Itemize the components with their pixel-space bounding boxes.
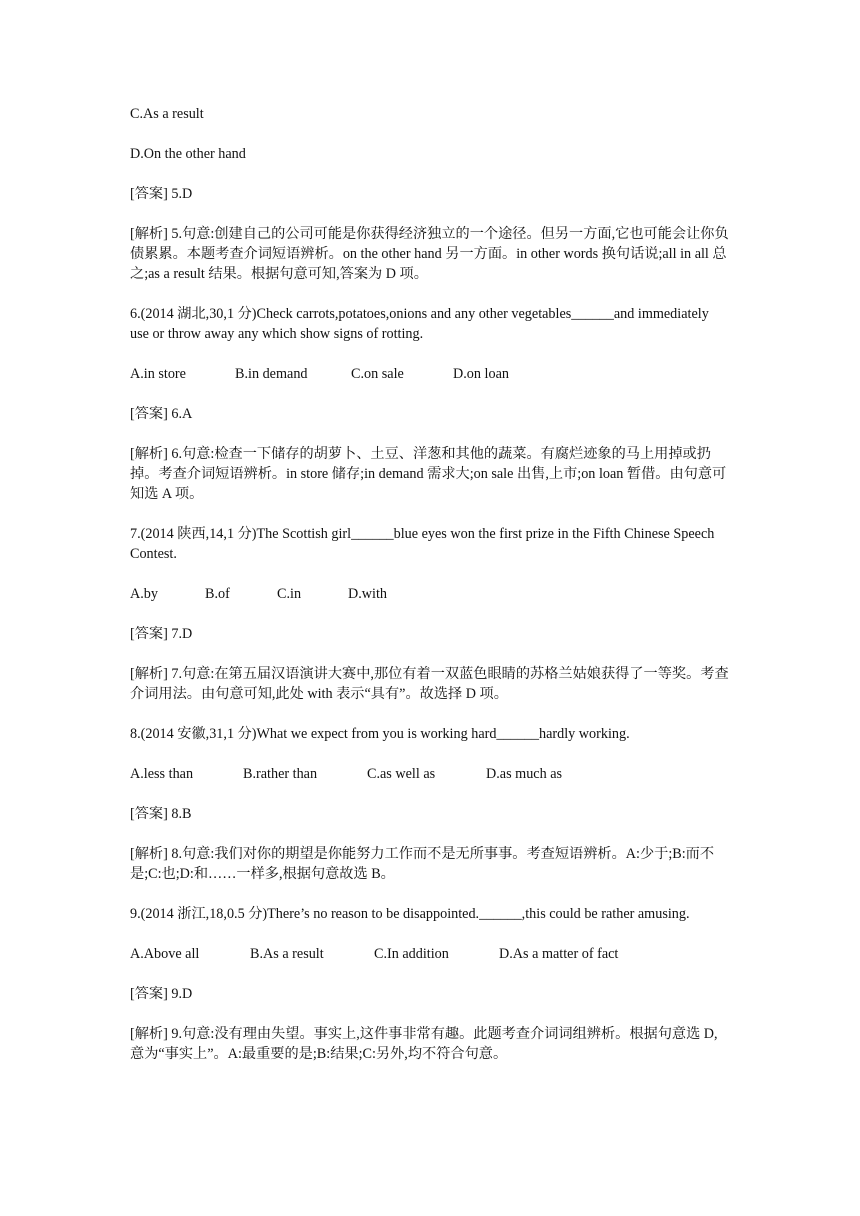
option-a: A.less than — [130, 766, 194, 782]
option-d: D.As a matter of fact — [499, 946, 619, 962]
explanation-6: [解析] 6.句意:检查一下储存的胡萝卜、土豆、洋葱和其他的蔬菜。有腐烂迹象的马上用掉或扔掉。考查介词短语辨析。in store 储存;in demand 需求大;on sale 出售,上市;on loan 暂借。由句意可知选 A 项。 — [130, 446, 727, 502]
option-c: C.on sale — [351, 366, 404, 382]
option-d: D.as much as — [486, 766, 563, 782]
explanation-8: [解析] 8.句意:我们对你的期望是你能努力工作而不是无所事事。考查短语辨析。A:少于;B:而不是;C:也;D:和……一样多,根据句意故选 B。 — [130, 846, 715, 882]
explanation-5: [解析] 5.句意:创建自己的公司可能是你获得经济独立的一个途径。但另一方面,它也可能会让你负债累累。本题考查介词短语辨析。on the other hand 另一方面。in other words 换句话说;all in all 总之;as a result 结果。根据句意可知,答案为 D 项。 — [130, 226, 729, 282]
option-b: B.rather than — [243, 766, 318, 782]
answer-9: [答案] 9.D — [130, 986, 193, 1002]
option-c: C.in — [277, 586, 302, 602]
question-8-options — [130, 764, 730, 784]
option-c: C.as well as — [367, 766, 436, 782]
option-b: B.of — [205, 586, 230, 602]
answer-8: [答案] 8.B — [130, 806, 192, 822]
option-b: B.in demand — [235, 366, 308, 382]
question-7-options — [130, 584, 730, 604]
question-9-options — [130, 944, 730, 964]
document-page — [130, 104, 730, 1064]
option-b: B.As a result — [250, 946, 324, 962]
question-8: 8.(2014 安徽,31,1 分)What we expect from you is working hard______hardly working. — [130, 726, 630, 742]
answer-5: [答案] 5.D — [130, 186, 193, 202]
option-d-line: D.On the other hand — [130, 146, 246, 162]
option-c: C.In addition — [374, 946, 449, 962]
question-9: 9.(2014 浙江,18,0.5 分)There’s no reason to be disappointed.______,this could be rather amusing. — [130, 906, 690, 922]
option-a: A.in store — [130, 366, 186, 382]
option-c-line: C.As a result — [130, 106, 204, 122]
answer-7: [答案] 7.D — [130, 626, 193, 642]
option-a: A.Above all — [130, 946, 200, 962]
question-6-options — [130, 364, 730, 384]
option-a: A.by — [130, 586, 158, 602]
question-7: 7.(2014 陕西,14,1 分)The Scottish girl______blue eyes won the first prize in the Fifth Chinese Speech Contest. — [130, 526, 715, 562]
explanation-9: [解析] 9.句意:没有理由失望。事实上,这件事非常有趣。此题考查介词词组辨析。根据句意选 D,意为“事实上”。A:最重要的是;B:结果;C:另外,均不符合句意。 — [130, 1026, 718, 1062]
option-d: D.on loan — [453, 366, 509, 382]
explanation-7: [解析] 7.句意:在第五届汉语演讲大赛中,那位有着一双蓝色眼睛的苏格兰姑娘获得了一等奖。考查介词用法。由句意可知,此处 with 表示“具有”。故选择 D 项。 — [130, 666, 729, 702]
answer-6: [答案] 6.A — [130, 406, 193, 422]
question-6: 6.(2014 湖北,30,1 分)Check carrots,potatoes,onions and any other vegetables______and immediately use or throw away any which show signs of rotting. — [130, 306, 709, 342]
option-d: D.with — [348, 586, 388, 602]
